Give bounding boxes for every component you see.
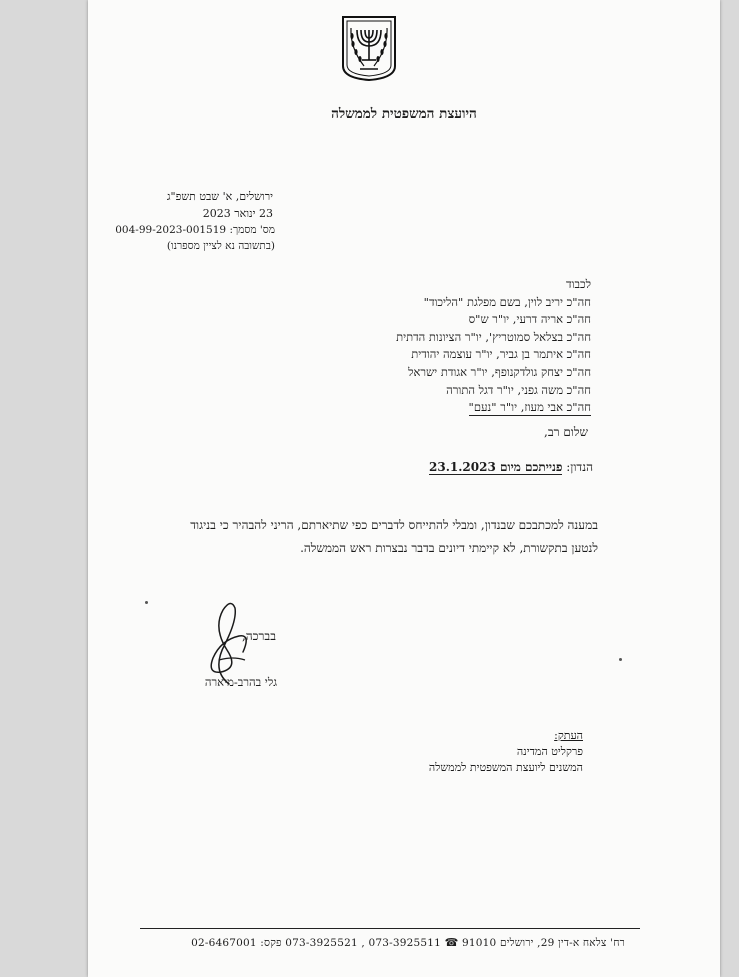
recipient-item: חה"כ משה גפני, יו"ר דגל התורה	[446, 382, 591, 397]
hebrew-date: ירושלים, א' שבט תשפ"ג	[166, 190, 273, 203]
organization-title: היועצת המשפטית לממשלה	[331, 106, 477, 122]
recipients-block	[396, 276, 591, 417]
recipient-item: חה"כ אריה דרעי, יו"ר ש"ס	[468, 312, 591, 327]
footer-divider	[140, 928, 640, 929]
closing: בברכה,	[241, 629, 276, 643]
recipient-item: חה"כ אבי מעוז, יו"ר "נעם"	[468, 400, 591, 415]
signer-name: גלי בהרב-מיארה	[204, 675, 277, 689]
recipients-salutation: לכבוד	[565, 277, 591, 291]
footer	[191, 936, 625, 949]
subject-label: הנדון:	[566, 460, 593, 474]
state-emblem-icon	[340, 14, 398, 82]
subject-title: פנייתכם מיום 23.1.2023	[429, 460, 563, 474]
footer-address: רח' צלאח א-דין 29, ירושלים 91010	[462, 937, 625, 949]
recipient-item: חה"כ יצחק גולדקנופף, יו"ר אגודת ישראל	[408, 364, 591, 379]
reference-note: (בתשובה נא לציין מספרנו)	[166, 240, 275, 252]
letter-body: במענה למכתבכם שבנדון, ומבלי להתייחס לדברים כפי שתיארתם, הריני להבהיר כי בניגוד לנטען בתקשורת, לא קיימתי דיונים בדבר נבצרות ראש הממשלה.	[190, 518, 598, 555]
reference-block	[115, 222, 275, 254]
document-number: מס' מסמך: 004-99-2023-001519	[115, 224, 275, 236]
scan-speck	[145, 601, 148, 604]
recipient-item: חה"כ בצלאל סמוטריץ', יו"ר הציונות הדתית	[396, 329, 591, 344]
letter-page	[88, 0, 720, 977]
cc-label: העתק:	[554, 729, 583, 742]
cc-block	[429, 728, 583, 776]
cc-item: פרקליט המדינה	[516, 745, 583, 758]
cc-item: המשנים ליועצת המשפטית לממשלה	[428, 761, 583, 774]
phone-icon: ☎	[444, 936, 459, 949]
greeting: שלום רב,	[544, 425, 588, 439]
gregorian-date: 23 ינואר 2023	[202, 207, 273, 220]
subject-line	[429, 460, 593, 475]
recipient-item: חה"כ יריב לוין, בשם מפלגת "הליכוד"	[423, 294, 591, 309]
recipient-item: חה"כ איתמר בן גביר, יו"ר עוצמה יהודית	[411, 347, 591, 362]
scan-speck	[619, 658, 622, 661]
footer-phones: 073-3925511 , 073-3925521 פקס: 02-6467001	[191, 937, 442, 949]
date-block	[167, 188, 273, 222]
